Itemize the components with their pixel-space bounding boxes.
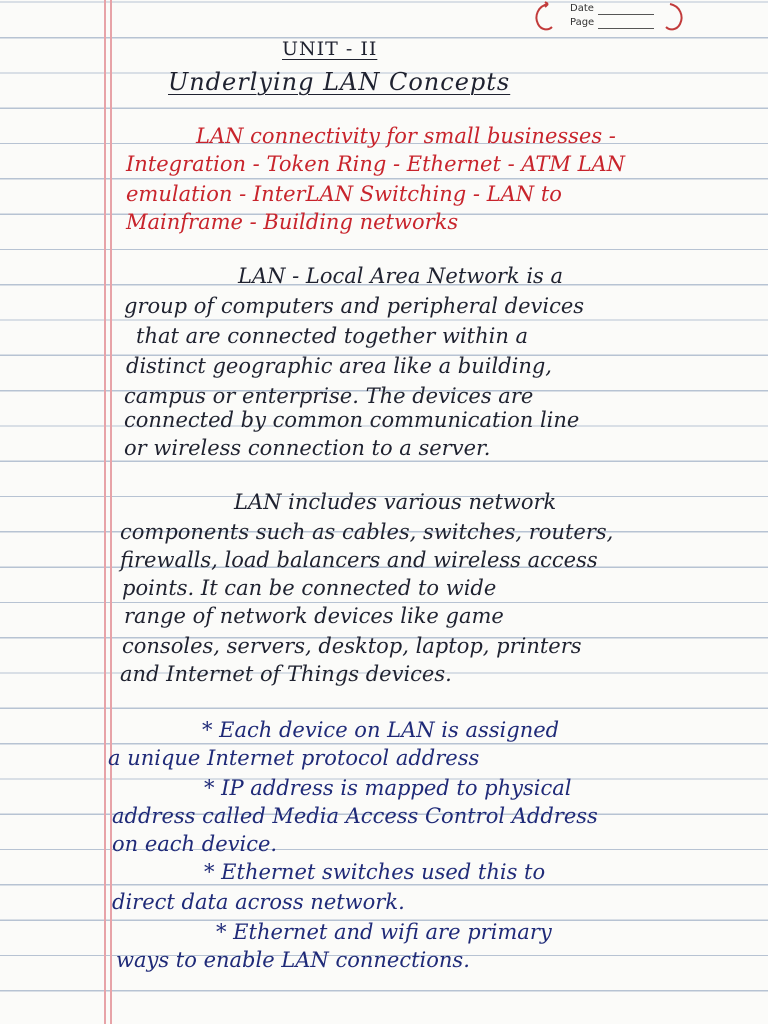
topic-line: LAN connectivity for small businesses - — [196, 124, 616, 148]
margin-line — [104, 0, 106, 1024]
paragraph-line: and Internet of Things devices. — [120, 662, 452, 686]
bullet-line: direct data across network. — [112, 890, 405, 914]
bullet-line: on each device. — [112, 832, 278, 856]
page-field-line — [598, 28, 654, 29]
date-field-line — [598, 14, 654, 15]
bullet-line: * Each device on LAN is assigned — [202, 718, 560, 742]
topic-line: emulation - InterLAN Switching - LAN to — [126, 182, 562, 206]
bullet-line: * Ethernet switches used this to — [204, 860, 546, 884]
paragraph-line: or wireless connection to a server. — [124, 436, 491, 460]
paragraph-line: group of computers and peripheral devices — [124, 294, 585, 318]
paragraph-line: range of network devices like game — [124, 604, 504, 628]
notebook-logo-icon — [532, 0, 690, 36]
paragraph-line: connected by common communication line — [124, 408, 580, 432]
paragraph-line: points. It can be connected to wide — [122, 576, 497, 600]
paragraph-line: consoles, servers, desktop, laptop, printers — [122, 634, 582, 658]
bullet-line: * Ethernet and wifi are primary — [216, 920, 552, 944]
page-title: Underlying LAN Concepts — [168, 68, 511, 96]
bullet-line: a unique Internet protocol address — [108, 746, 480, 770]
paragraph-line: LAN includes various network — [234, 490, 557, 514]
bullet-line: ways to enable LAN connections. — [116, 948, 470, 972]
topic-line: Integration - Token Ring - Ethernet - ATM LAN — [126, 152, 626, 176]
page-label: Page — [570, 17, 595, 28]
paragraph-line: LAN - Local Area Network is a — [238, 264, 564, 288]
paragraph-line: campus or enterprise. The devices are — [124, 384, 534, 408]
paragraph-line: components such as cables, switches, routers, — [120, 520, 614, 544]
topic-line: Mainframe - Building networks — [126, 210, 459, 234]
date-page-box — [532, 0, 690, 36]
bullet-line: * IP address is mapped to physical — [204, 776, 572, 800]
paragraph-line: distinct geographic area like a building, — [126, 354, 552, 378]
paragraph-line: firewalls, load balancers and wireless access — [120, 548, 598, 572]
paragraph-line: that are connected together within a — [136, 324, 529, 348]
margin-line — [110, 0, 112, 1024]
bullet-line: address called Media Access Control Address — [112, 804, 598, 828]
unit-heading: UNIT - II — [282, 38, 378, 60]
date-label: Date — [570, 3, 594, 14]
